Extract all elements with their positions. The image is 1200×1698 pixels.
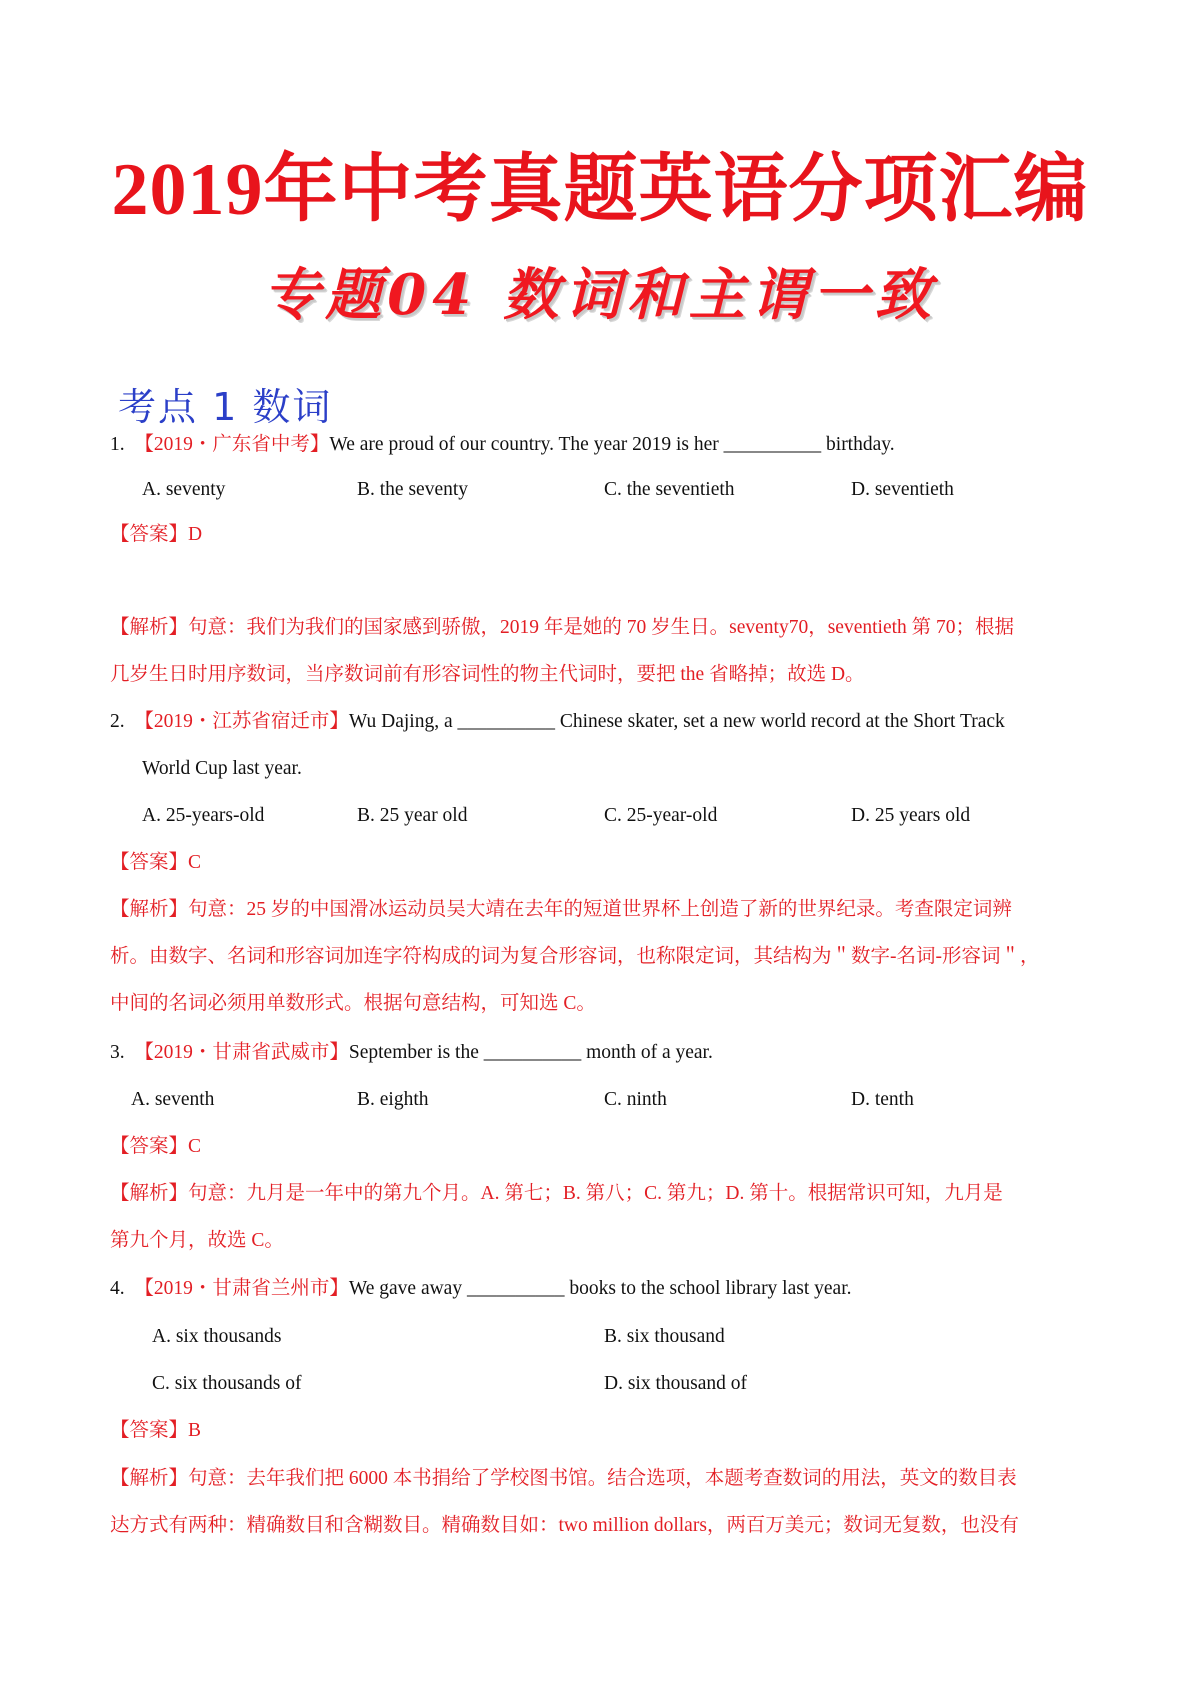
- option-a: A. six thousands: [152, 1326, 282, 1347]
- option-a: A. 25-years-old: [142, 805, 265, 826]
- topic-subtitle: 专题04 数词和主谓一致: [263, 262, 937, 328]
- option-b: B. eighth: [357, 1089, 429, 1110]
- question-source: 【2019・甘肃省兰州市】: [134, 1278, 349, 1299]
- question-number: 1.: [110, 434, 125, 455]
- option-a: A. seventy: [142, 479, 226, 500]
- answer-line: [110, 522, 202, 548]
- question-stem: We are proud of our country. The year 2019 is her __________ birthday.: [329, 434, 895, 455]
- answer-label: 【答案】: [110, 1136, 189, 1157]
- analysis-text: 句意：25 岁的中国滑冰运动员吴大靖在去年的短道世界杯上创造了新的世界纪录。考查限定词辨: [188, 899, 1012, 920]
- answer-value: C: [188, 1136, 202, 1157]
- analysis-line: [110, 1466, 1017, 1492]
- section-heading: 考点 1 数词: [118, 385, 333, 429]
- question-number: 2.: [110, 711, 125, 732]
- question-1: [110, 432, 895, 458]
- question-source: 【2019・甘肃省武威市】: [134, 1042, 349, 1063]
- answer-label: 【答案】: [110, 524, 189, 545]
- analysis-line: [110, 1181, 1003, 1207]
- option-b: B. 25 year old: [357, 805, 468, 826]
- analysis-label: 【解析】: [110, 1468, 189, 1489]
- analysis-line: [110, 615, 1014, 641]
- analysis-label: 【解析】: [110, 1183, 189, 1204]
- question-stem: Wu Dajing, a __________ Chinese skater, set a new world record at the Short Track: [348, 711, 1005, 732]
- question-source: 【2019・广东省中考】: [134, 434, 330, 455]
- option-b: B. six thousand: [604, 1326, 725, 1347]
- question-number: 3.: [110, 1042, 125, 1063]
- option-b: B. the seventy: [357, 479, 469, 500]
- document-title: 2019年中考真题英语分项汇编: [111, 149, 1089, 231]
- option-c: C. 25-year-old: [604, 805, 718, 826]
- option-a: A. seventh: [131, 1089, 215, 1110]
- option-d: D. tenth: [851, 1089, 914, 1110]
- analysis-label: 【解析】: [110, 899, 189, 920]
- option-d: D. seventieth: [851, 479, 954, 500]
- answer-value: B: [188, 1420, 202, 1441]
- analysis-label: 【解析】: [110, 617, 189, 638]
- analysis-text: 句意：九月是一年中的第九个月。A. 第七；B. 第八；C. 第九；D. 第十。根据常识可知，九月是: [188, 1183, 1003, 1204]
- option-c: C. six thousands of: [152, 1373, 302, 1394]
- question-source: 【2019・江苏省宿迁市】: [134, 711, 349, 732]
- question-stem: September is the __________ month of a year.: [348, 1042, 713, 1063]
- question-2: [110, 709, 1005, 735]
- answer-value: D: [188, 524, 203, 545]
- analysis-text: 句意：我们为我们的国家感到骄傲，2019 年是她的 70 岁生日。seventy70，seventieth 第 70；根据: [188, 617, 1015, 638]
- answer-label: 【答案】: [110, 852, 189, 873]
- analysis-text: 句意：去年我们把 6000 本书捐给了学校图书馆。结合选项，本题考查数词的用法，英文的数目表: [188, 1468, 1017, 1489]
- option-c: C. ninth: [604, 1089, 667, 1110]
- analysis-line: 析。由数字、名词和形容词加连字符构成的词为复合形容词，也称限定词，其结构为＂数字-名词-形容词＂，: [110, 946, 1040, 967]
- question-stem-continued: World Cup last year.: [142, 758, 302, 779]
- analysis-line: [110, 897, 1012, 923]
- option-d: D. 25 years old: [851, 805, 971, 826]
- answer-value: C: [188, 852, 202, 873]
- option-d: D. six thousand of: [604, 1373, 747, 1394]
- analysis-line: 中间的名词必须用单数形式。根据句意结构，可知选 C。: [110, 993, 596, 1014]
- question-number: 4.: [110, 1278, 125, 1299]
- option-c: C. the seventieth: [604, 479, 735, 500]
- answer-line: [110, 1418, 201, 1444]
- analysis-line: 达方式有两种：精确数目和含糊数目。精确数目如：two million dollars，两百万美元；数词无复数，也没有: [110, 1515, 1019, 1536]
- analysis-line: 第九个月，故选 C。: [110, 1230, 284, 1251]
- question-4: [110, 1276, 852, 1302]
- question-stem: We gave away __________ books to the school library last year.: [348, 1278, 852, 1299]
- question-3: [110, 1040, 713, 1066]
- answer-label: 【答案】: [110, 1420, 189, 1441]
- answer-line: [110, 850, 201, 876]
- analysis-line: 几岁生日时用序数词，当序数词前有形容词性的物主代词时，要把 the 省略掉；故选 D。: [110, 664, 865, 685]
- answer-line: [110, 1134, 201, 1160]
